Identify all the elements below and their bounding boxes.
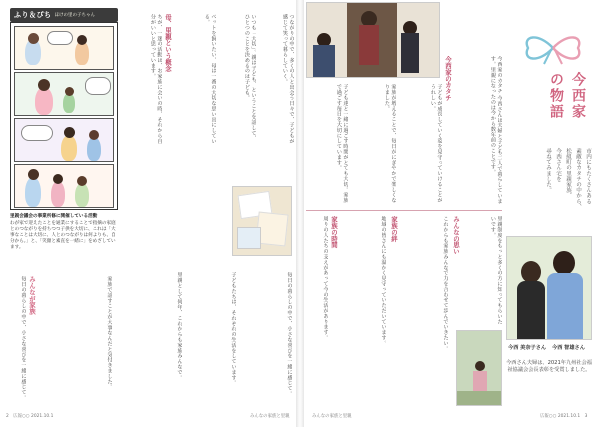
name-label-wife: 今西 美奈子さん (508, 345, 547, 351)
letters-photo (232, 186, 292, 256)
section-heading-omoi: みんなの思い (452, 216, 460, 255)
name-label-husband: 今西 智雄さん (552, 345, 585, 351)
comic-title: ふり＆ぴち (14, 11, 52, 19)
section-heading-jikan: 家族の時間 (330, 216, 338, 248)
left-text-column-5: 里親として何年、これからも家族みんなで。 (176, 272, 182, 380)
lead-line-4: 今西さん宅を (555, 148, 561, 182)
left-text-column-4: つながりの中で、多くの人と出会う日々で、子どもが感じて笑って暮らしていく。 (281, 14, 294, 144)
park-photo (456, 330, 502, 406)
section-heading-satooya: 母、里親という概念 (164, 14, 172, 72)
ribbon-icon (518, 30, 588, 66)
footer-center-right: みんなの家族と里親 (312, 414, 352, 419)
comic-title-bar (10, 8, 118, 22)
left-text-column-2: ペットを飼いたい、母は一番の大切な思い出にしている。 (203, 14, 216, 144)
main-title-line-2: の物語 (548, 72, 564, 120)
right-text-column-6: これからも家族みんなで力を合わせて歩んでいきたい。 (442, 216, 448, 351)
section-heading-kizuna: 家族の絆 (390, 216, 398, 242)
left-text-column-7: 毎日の暮らしの中で、小さな喜びを一緒に感じて。 (286, 272, 292, 397)
comic-subtitle: ほけの里の子ちゃん (54, 13, 95, 18)
comic-panel-2 (14, 72, 114, 116)
main-title-line-1: 今西家 (570, 72, 586, 120)
title-block (510, 12, 594, 232)
right-text-column-3: 子どもが成長していく姿を見守っていけることがうれしい。 (429, 84, 442, 203)
lead-line-3: 松組町の里親家族、 (565, 148, 571, 199)
right-text-column-2: 家族が増えることで、毎日がにぎやかで楽しくなりました。 (383, 84, 396, 203)
right-text-column-5: 地域の皆さんにも温かく見守っていただいています。 (380, 216, 386, 346)
comic-panel-1 (14, 26, 114, 70)
section-heading-everyone-family: みんなが家族 (28, 276, 36, 315)
left-text-column-a: 毎日の暮らしの中で、小さな喜びを一緒に感じて。 (20, 276, 26, 401)
right-text-column-4: 周りの人たちの支えがあって今の生活があります。 (322, 216, 328, 341)
lead-line-5: 尋ねてみました。 (545, 148, 551, 193)
section-divider (306, 210, 502, 211)
section-heading-katachi: 今西家のカタチ (444, 56, 452, 101)
comic-caption (10, 214, 118, 251)
couple-photo (506, 236, 592, 340)
lead-line-2: 素敵なカタチの中から、 (575, 148, 581, 210)
comic-panel-3 (14, 118, 114, 162)
caption-body: わが家で迎えたことを通業にすることで指摘の家庭とのつながりを持ちつつ子供を大切に、これは「大事なことは大切に、人とのつながりは何よりも、自分から。」と、「笑顔と素直を一緒に」をめざしています。 (10, 221, 116, 250)
footer-center-left: みんなの家族と里親 (250, 414, 290, 419)
lead-line-1: 市内にもたくさんある (585, 148, 591, 204)
family-door-photo (306, 2, 440, 78)
comic-strip (10, 22, 118, 210)
left-text-column-6: 子どもたちは、それぞれの生活をしています。 (230, 272, 236, 386)
footer-left: 2 広報○○ 2021.10.1 (6, 414, 54, 419)
left-text-column-b: 家族で話すことが大事なんだと気付きました。 (106, 276, 112, 390)
caption-title: 里親会議会の事業所修に開催している活動 (10, 214, 98, 219)
comic-panel-4 (14, 164, 114, 208)
footer-right: 広報○○ 2021.10.1 3 (540, 414, 588, 419)
right-text-column-1: 子ども達と一緒に過ごす時間がとても大切。家族で過ごす毎日を大切にしています。 (335, 84, 348, 203)
award-note: 今西さん夫婦は、2021年九州社会福祉協議会会長表彰を受賞しました。 (506, 360, 592, 373)
left-text-column-3: いつも「大切」。親は子ども、ということを話して、ひとつのことを決めるのは子ども。 (243, 14, 256, 141)
page-gutter (296, 0, 304, 427)
right-text-column-7: 里親制度をもっと多くの方に知ってもらいたいです。 (489, 216, 502, 324)
left-text-column-1: ちが、一迷の活動は、お家族に会いの時、それから自分がいいと思っています。 (149, 14, 162, 144)
right-text-column-0: 今西家のカタチ 今西さんは夫婦と子ども二人で暮らしています。里親になったのは今から数年前のことです。 (489, 56, 502, 204)
